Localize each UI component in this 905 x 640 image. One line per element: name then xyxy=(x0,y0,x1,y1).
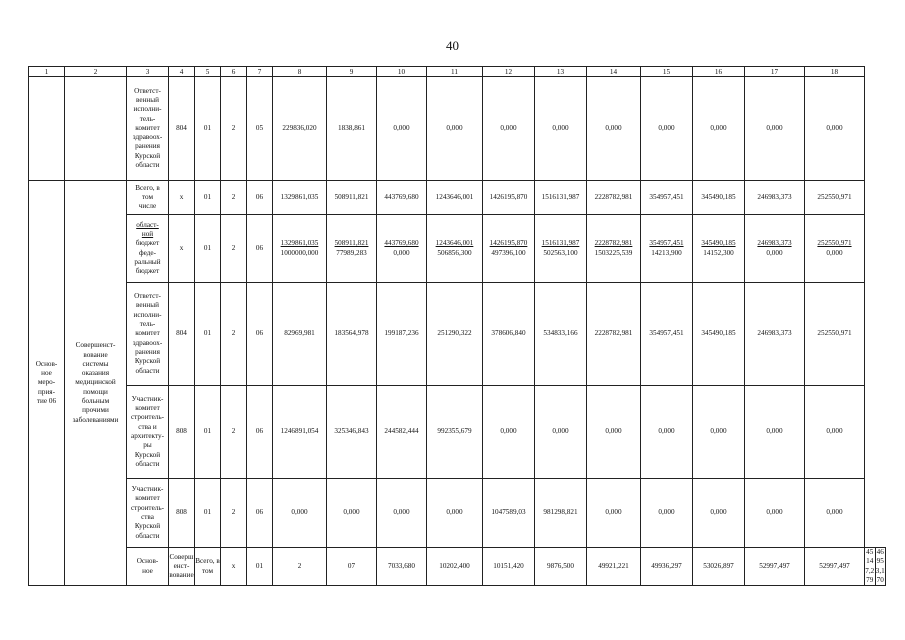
amount-cell: 199187,236 xyxy=(377,283,427,386)
event-description-line: заболеваниями xyxy=(72,415,119,424)
event-title-cell xyxy=(127,548,169,586)
header-cell: 9 xyxy=(327,67,377,77)
amount-cell: 246983,373 xyxy=(745,181,805,215)
program-code: 2 xyxy=(221,77,247,181)
amount-cell: 2228782,981 xyxy=(587,181,641,215)
status-line: исполни- xyxy=(133,105,162,114)
event-description-line: вование xyxy=(169,571,194,580)
regional-amount: 1329861,035 xyxy=(280,239,319,248)
status-line: исполни- xyxy=(133,310,162,319)
event-description-line: больным xyxy=(81,397,110,406)
grbs-code: х xyxy=(169,181,195,215)
budget-table xyxy=(28,66,886,586)
status-line: Курской xyxy=(134,450,161,459)
amount-cell: 246983,373 xyxy=(745,283,805,386)
status-line: венный xyxy=(136,301,159,310)
amount-cell: 354957,451 xyxy=(641,283,693,386)
event-description-line: медицинской xyxy=(75,378,116,387)
amount-cell: 0,000 xyxy=(535,77,587,181)
amount-cell: 345490,185 xyxy=(693,283,745,386)
status-line: Всего, в xyxy=(195,557,220,566)
amount-cell: 0,000 xyxy=(641,386,693,479)
status-line: области xyxy=(135,459,160,468)
amount-cell: 0,000 xyxy=(483,77,535,181)
regional-amount: 2228782,981 xyxy=(594,239,633,248)
status-line: тель- xyxy=(139,114,156,123)
status-line: комитет xyxy=(135,329,160,338)
amount-cell: 82969,981 xyxy=(273,283,327,386)
amount-cell: 0,000 xyxy=(805,386,865,479)
status-line: бюджет xyxy=(135,267,160,276)
regional-amount: 252550,971 xyxy=(817,239,852,248)
status-line: Участник- xyxy=(131,394,164,403)
amount-cell: 0,000 xyxy=(427,77,483,181)
amount-pair-cell xyxy=(273,215,327,283)
status-line: комитет xyxy=(135,404,160,413)
header-cell: 6 xyxy=(221,67,247,77)
amount-cell: 49921,221 xyxy=(587,548,641,586)
header-cell: 10 xyxy=(377,67,427,77)
status-line: венный xyxy=(136,95,159,104)
amount-cell: 7033,680 xyxy=(377,548,427,586)
amount-cell: 0,000 xyxy=(693,386,745,479)
amount-cell: 9876,500 xyxy=(535,548,587,586)
amount-pair-cell xyxy=(587,215,641,283)
federal-amount: 1000000,000 xyxy=(280,248,319,257)
amount-cell: 1426195,870 xyxy=(483,181,535,215)
status-line: област- xyxy=(136,220,159,229)
status-line: строитель- xyxy=(130,413,165,422)
status-line: Участник- xyxy=(131,485,164,494)
status-line: ной xyxy=(141,229,154,238)
amount-cell: 10202,400 xyxy=(427,548,483,586)
status-line: ральный xyxy=(134,257,161,266)
federal-amount: 14213,900 xyxy=(651,248,682,257)
status-line: Всего, в xyxy=(135,183,160,192)
event-code: 07 xyxy=(327,548,377,586)
federal-amount: 77989,283 xyxy=(336,248,367,257)
header-cell: 7 xyxy=(247,67,273,77)
amount-cell: 0,000 xyxy=(535,386,587,479)
amount-cell: 0,000 xyxy=(427,479,483,548)
event-title-line: меро- xyxy=(37,378,56,387)
status-line: том xyxy=(141,192,154,201)
amount-cell: 992355,679 xyxy=(427,386,483,479)
header-cell: 8 xyxy=(273,67,327,77)
program-code: 2 xyxy=(221,386,247,479)
table-row xyxy=(29,479,886,548)
amount-cell: 1516131,987 xyxy=(535,181,587,215)
federal-amount: 0,000 xyxy=(766,248,783,257)
status-line: области xyxy=(135,366,160,375)
status-line: тель- xyxy=(139,320,156,329)
amount-cell: 0,000 xyxy=(327,479,377,548)
status-cell xyxy=(195,548,221,586)
amount-cell: 0,000 xyxy=(483,386,535,479)
program-code: 2 xyxy=(221,215,247,283)
header-row xyxy=(29,67,886,77)
amount-cell: 0,000 xyxy=(377,479,427,548)
status-line: Курской xyxy=(134,357,161,366)
status-cell xyxy=(127,77,169,181)
amount-cell: 244582,444 xyxy=(377,386,427,479)
amount-cell: 53026,897 xyxy=(693,548,745,586)
amount-cell: 534833,166 xyxy=(535,283,587,386)
status-line: Ответст- xyxy=(134,86,161,95)
header-cell: 4 xyxy=(169,67,195,77)
grbs-code: 808 xyxy=(169,386,195,479)
status-cell xyxy=(127,386,169,479)
amount-cell: 183564,978 xyxy=(327,283,377,386)
header-cell: 11 xyxy=(427,67,483,77)
header-cell: 12 xyxy=(483,67,535,77)
amount-cell: 49936,297 xyxy=(641,548,693,586)
amount-cell: 45147,279 xyxy=(865,548,875,584)
amount-pair-cell xyxy=(483,215,535,283)
event-code: 06 xyxy=(247,386,273,479)
amount-cell: 0,000 xyxy=(273,479,327,548)
header-cell: 16 xyxy=(693,67,745,77)
section-code: 01 xyxy=(195,215,221,283)
status-line: здравоох- xyxy=(132,338,163,347)
event-title-line: Основ- xyxy=(136,557,159,566)
regional-amount: 246983,373 xyxy=(757,239,792,248)
federal-amount: 1503225,539 xyxy=(594,248,633,257)
event-description-cell xyxy=(169,548,195,586)
regional-amount: 345490,185 xyxy=(701,239,736,248)
page-number: 40 xyxy=(446,38,459,53)
status-line: области xyxy=(135,531,160,540)
col1-cell xyxy=(29,77,65,181)
grbs-code: х xyxy=(221,548,247,586)
amount-cell: 0,000 xyxy=(693,77,745,181)
amount-pair-cell xyxy=(377,215,427,283)
event-code: 06 xyxy=(247,181,273,215)
amount-cell: 46953,170 xyxy=(875,548,885,584)
section-code: 01 xyxy=(247,548,273,586)
status-line: феде- xyxy=(139,248,156,257)
status-line: ранения xyxy=(135,347,160,356)
amount-cell: 354957,451 xyxy=(641,181,693,215)
event-description-cell xyxy=(65,181,127,586)
event-title-line: ное xyxy=(142,566,153,575)
header-cell: 18 xyxy=(805,67,865,77)
status-line: Курской xyxy=(134,151,161,160)
status-line: Ответст- xyxy=(134,292,161,301)
amount-cell: 443769,680 xyxy=(377,181,427,215)
event-code: 06 xyxy=(247,479,273,548)
table-row xyxy=(29,181,886,215)
amount-cell: 0,000 xyxy=(745,386,805,479)
event-code: 05 xyxy=(247,77,273,181)
federal-amount: 14152,300 xyxy=(703,248,734,257)
program-code: 2 xyxy=(221,479,247,548)
status-line: ры xyxy=(143,441,152,450)
amount-cell: 345490,185 xyxy=(693,181,745,215)
amount-pair-cell xyxy=(327,215,377,283)
event-title-line: прия- xyxy=(38,387,55,396)
program-code: 2 xyxy=(221,181,247,215)
amount-cell: 0,000 xyxy=(745,479,805,548)
status-line: Курской xyxy=(134,522,161,531)
status-line: архитекту- xyxy=(131,432,164,440)
federal-amount: 0,000 xyxy=(393,248,410,257)
amount-cell: 0,000 xyxy=(641,479,693,548)
amount-cell: 0,000 xyxy=(587,386,641,479)
regional-amount: 1516131,987 xyxy=(541,239,580,248)
amount-cell: 0,000 xyxy=(693,479,745,548)
table-row xyxy=(29,548,886,586)
status-line: комитет xyxy=(135,123,160,132)
event-description-line: Совершенст- xyxy=(75,341,116,350)
amount-cell: 0,000 xyxy=(805,479,865,548)
event-title-line: тие 06 xyxy=(36,397,57,406)
status-line: ранения xyxy=(135,142,160,151)
header-cell: 3 xyxy=(127,67,169,77)
amount-cell: 1838,861 xyxy=(327,77,377,181)
status-cell xyxy=(127,479,169,548)
amount-cell: 0,000 xyxy=(587,77,641,181)
amount-cell: 0,000 xyxy=(377,77,427,181)
amount-cell: 1329861,035 xyxy=(273,181,327,215)
regional-amount: 508911,821 xyxy=(334,239,369,248)
status-line: строитель- xyxy=(130,503,165,512)
amount-cell: 2228782,981 xyxy=(587,283,641,386)
section-code: 01 xyxy=(195,386,221,479)
regional-amount: 1426195,870 xyxy=(489,239,528,248)
regional-amount: 1243646,001 xyxy=(435,239,474,248)
event-description-line: оказания xyxy=(81,369,110,378)
amount-cell: 0,000 xyxy=(805,77,865,181)
table-row xyxy=(29,215,886,283)
table-row xyxy=(29,77,886,181)
header-cell: 14 xyxy=(587,67,641,77)
header-cell: 1 xyxy=(29,67,65,77)
amount-cell: 508911,821 xyxy=(327,181,377,215)
status-cell xyxy=(127,181,169,215)
amount-pair-cell xyxy=(427,215,483,283)
amount-pair-cell xyxy=(641,215,693,283)
header-cell: 13 xyxy=(535,67,587,77)
amount-cell: 325346,843 xyxy=(327,386,377,479)
amount-cell: 1246891,054 xyxy=(273,386,327,479)
event-description-line: системы xyxy=(82,359,109,368)
amount-cell: 229836,020 xyxy=(273,77,327,181)
event-description-line: вование xyxy=(83,350,108,359)
event-code: 06 xyxy=(247,283,273,386)
amount-cell: 252550,971 xyxy=(805,283,865,386)
status-line: ства и xyxy=(138,422,157,431)
status-cell xyxy=(127,215,169,283)
status-line: здравоох- xyxy=(132,133,163,142)
status-line: комитет xyxy=(135,494,160,503)
event-description-line: помощи xyxy=(83,387,108,396)
federal-amount: 497396,100 xyxy=(491,248,526,257)
table-row xyxy=(29,283,886,386)
event-description-line: прочими xyxy=(82,406,109,415)
header-cell: 5 xyxy=(195,67,221,77)
federal-amount: 506856,300 xyxy=(437,248,472,257)
federal-amount: 502563,100 xyxy=(543,248,578,257)
program-code: 2 xyxy=(221,283,247,386)
amount-cell: 52997,497 xyxy=(745,548,805,586)
section-code: 01 xyxy=(195,479,221,548)
amount-cell: 1243646,001 xyxy=(427,181,483,215)
amount-cell: 1047589,03 xyxy=(483,479,535,548)
amount-cell: 0,000 xyxy=(641,77,693,181)
event-title-line: Основ- xyxy=(35,359,58,368)
event-title-line: ное xyxy=(41,369,52,378)
amount-pair-cell xyxy=(745,215,805,283)
status-cell xyxy=(127,283,169,386)
grbs-code: х xyxy=(169,215,195,283)
amount-cell: 378606,840 xyxy=(483,283,535,386)
regional-amount: 354957,451 xyxy=(649,239,684,248)
regional-amount: 443769,680 xyxy=(384,239,419,248)
status-line: ства xyxy=(141,513,154,521)
event-title-cell xyxy=(29,181,65,586)
amount-cell: 0,000 xyxy=(745,77,805,181)
grbs-code: 804 xyxy=(169,77,195,181)
amount-pair-cell xyxy=(693,215,745,283)
amount-cell: 52997,497 xyxy=(805,548,865,586)
amount-cell: 252550,971 xyxy=(805,181,865,215)
amount-pair-cell xyxy=(805,215,865,283)
header-cell: 15 xyxy=(641,67,693,77)
amount-pair-cell xyxy=(535,215,587,283)
status-line: бюджет xyxy=(135,239,160,248)
amount-cell: 10151,420 xyxy=(483,548,535,586)
status-line: том xyxy=(201,566,214,575)
header-cell: 17 xyxy=(745,67,805,77)
event-code: 06 xyxy=(247,215,273,283)
section-code: 01 xyxy=(195,181,221,215)
program-code: 2 xyxy=(273,548,327,586)
header-cell: 2 xyxy=(65,67,127,77)
grbs-code: 808 xyxy=(169,479,195,548)
status-line: числе xyxy=(138,202,157,211)
amount-cell: 0,000 xyxy=(587,479,641,548)
col2-cell xyxy=(65,77,127,181)
event-description-line: Совершенст- xyxy=(169,552,194,570)
table-row xyxy=(29,386,886,479)
section-code: 01 xyxy=(195,77,221,181)
section-code: 01 xyxy=(195,283,221,386)
amount-cell: 251290,322 xyxy=(427,283,483,386)
federal-amount: 0,000 xyxy=(826,248,843,257)
grbs-code: 804 xyxy=(169,283,195,386)
status-line: области xyxy=(135,161,160,170)
amount-cell: 981298,821 xyxy=(535,479,587,548)
